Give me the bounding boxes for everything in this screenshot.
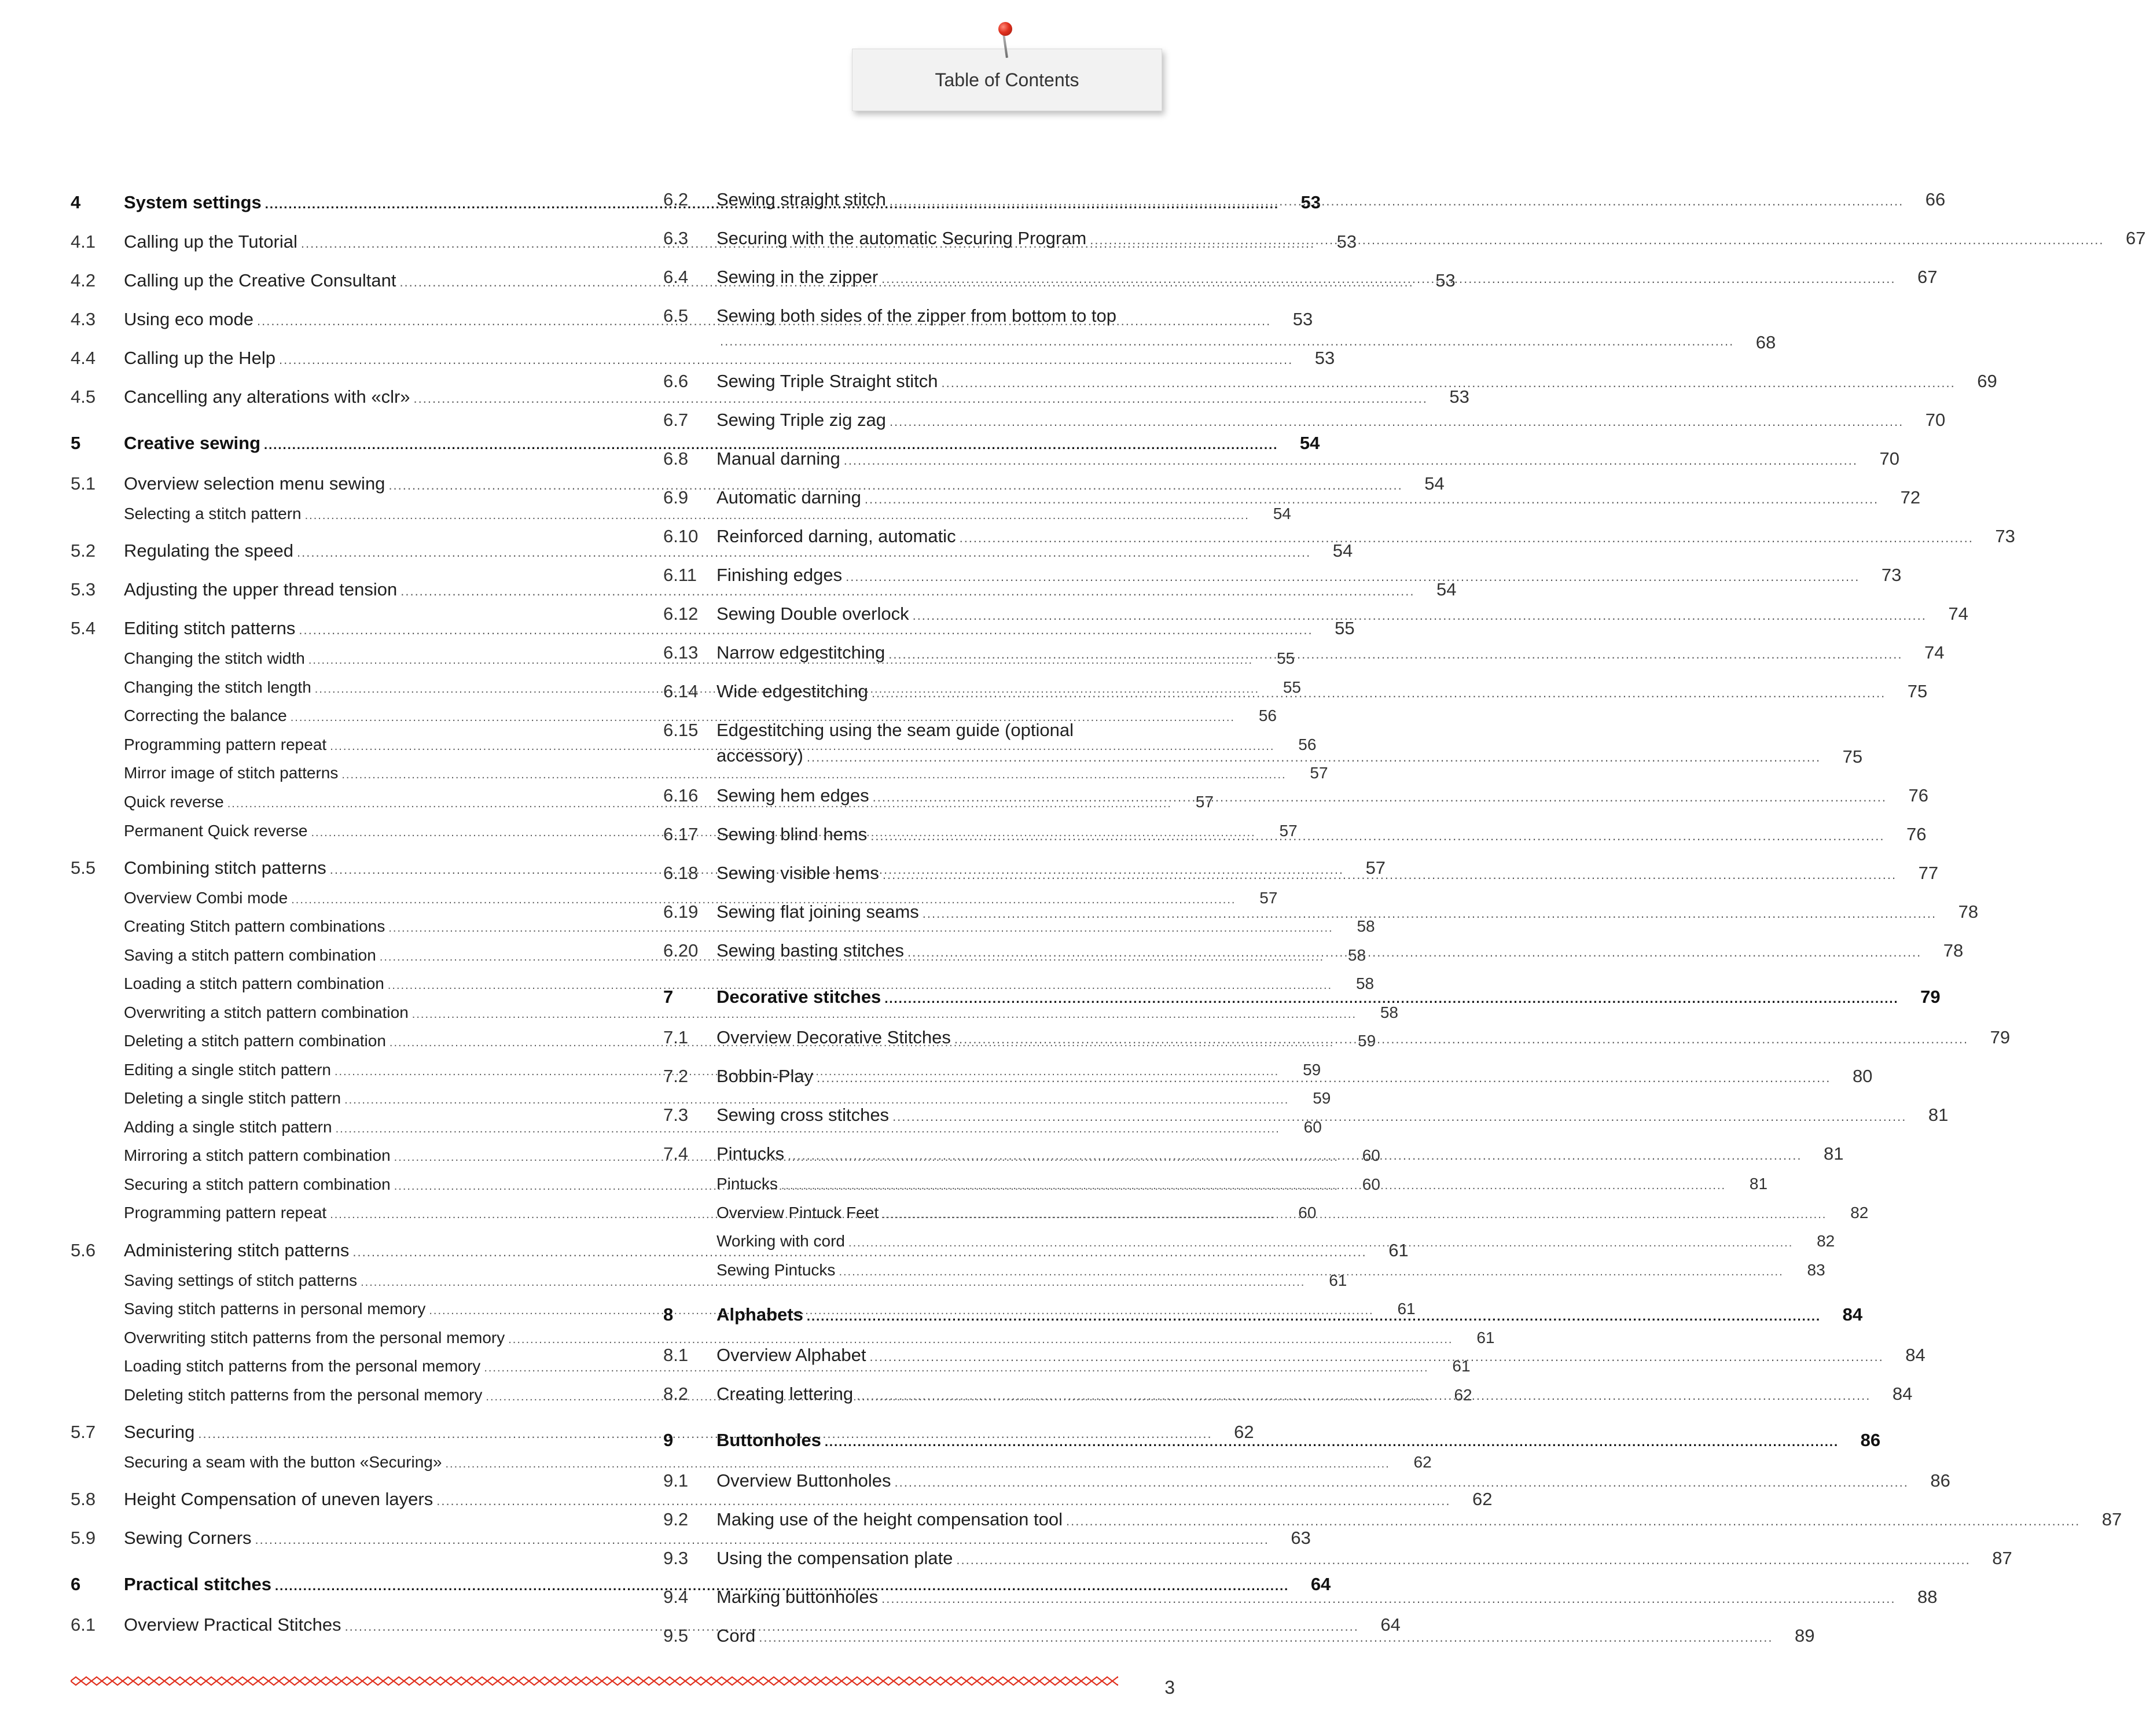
toc-page-number: 84 xyxy=(1905,1345,1925,1365)
toc-leader-dots xyxy=(857,1384,1871,1407)
toc-page-number: 61 xyxy=(1329,1271,1347,1289)
toc-title: Overview Combi mode xyxy=(124,889,288,907)
toc-leader-dots xyxy=(882,1204,1827,1225)
toc-title: Creating lettering xyxy=(716,1384,854,1404)
toc-number: 6.4 xyxy=(663,267,689,287)
toc-title: Saving stitch patterns in personal memory xyxy=(124,1300,426,1318)
toc-title: Working with cord xyxy=(716,1232,846,1250)
toc-page-number: 61 xyxy=(1476,1329,1495,1347)
toc-page-number: 72 xyxy=(1900,487,1921,507)
toc-page-number: 68 xyxy=(1755,332,1776,352)
toc-title: Securing a stitch pattern combination xyxy=(124,1175,391,1193)
toc-leader-dots xyxy=(839,1261,1783,1282)
toc-title: Using eco mode xyxy=(124,309,254,329)
toc-title: Sewing hem edges xyxy=(716,785,869,806)
toc-number: 5.4 xyxy=(71,618,96,638)
toc-title: Editing stitch patterns xyxy=(124,618,296,638)
toc-page-number: 60 xyxy=(1362,1146,1380,1164)
toc-page-number: 88 xyxy=(1917,1587,1938,1607)
toc-number: 4.2 xyxy=(71,270,96,290)
toc-title: Correcting the balance xyxy=(124,707,287,724)
toc-subentry-row[interactable] xyxy=(124,973,1375,994)
toc-page-number: 84 xyxy=(1892,1384,1913,1404)
toc-title-continued: accessory) xyxy=(716,745,803,766)
toc-title: Changing the stitch length xyxy=(124,678,311,696)
toc-page-number: 75 xyxy=(1842,746,1863,767)
toc-title: Sewing cross stitches xyxy=(716,1105,890,1125)
toc-title: Overview Alphabet xyxy=(716,1345,866,1365)
toc-number: 4 xyxy=(71,192,81,212)
toc-leader-dots xyxy=(881,267,1895,290)
toc-title: Creative sewing xyxy=(124,433,261,453)
toc-section-row[interactable] xyxy=(71,347,1335,370)
toc-number: 6.2 xyxy=(663,189,689,209)
toc-chapter-row[interactable] xyxy=(663,985,1941,1009)
toc-title: Cord xyxy=(716,1625,756,1646)
toc-page-number: 54 xyxy=(1332,540,1353,561)
toc-chapter-row[interactable] xyxy=(71,1573,1331,1596)
toc-section-row[interactable] xyxy=(71,1488,1493,1511)
toc-page-number: 61 xyxy=(1388,1240,1409,1260)
toc-title: Combining stitch patterns xyxy=(124,858,326,878)
toc-number: 5.9 xyxy=(71,1528,96,1548)
toc-number: 4.5 xyxy=(71,387,96,407)
toc-page-number: 82 xyxy=(1850,1204,1869,1222)
toc-page-number: 53 xyxy=(1300,192,1321,212)
toc-page-number: 81 xyxy=(1749,1175,1768,1193)
toc-number: 9 xyxy=(663,1430,674,1450)
toc-page-number: 59 xyxy=(1358,1032,1376,1050)
toc-section-row[interactable] xyxy=(663,370,1997,393)
toc-number: 6.5 xyxy=(663,306,689,326)
toc-leader-dots xyxy=(781,1175,1726,1196)
toc-section-row[interactable] xyxy=(71,578,1457,601)
toc-subentry-row[interactable] xyxy=(124,1327,1495,1348)
toc-number: 6.13 xyxy=(663,642,699,663)
toc-title: Sewing straight stitch xyxy=(716,189,886,209)
toc-title: Sewing in the zipper xyxy=(716,267,879,287)
toc-title: Narrow edgestitching xyxy=(716,642,885,663)
toc-title: Overview selection menu sewing xyxy=(124,473,385,494)
toc-number: 9.2 xyxy=(663,1509,689,1529)
toc-page-number: 62 xyxy=(1413,1453,1432,1471)
toc-number: 6.7 xyxy=(663,410,689,430)
toc-title: Sewing Corners xyxy=(124,1528,252,1548)
toc-page-number: 76 xyxy=(1908,785,1928,806)
toc-leader-dots xyxy=(844,449,1858,472)
toc-number: 6.14 xyxy=(663,681,699,701)
toc-subentry-row[interactable] xyxy=(124,888,1278,909)
toc-page-number: 84 xyxy=(1842,1304,1863,1325)
toc-leader-dots xyxy=(720,330,1734,353)
toc-leader-dots xyxy=(890,190,1904,213)
toc-title: Overview Practical Stitches xyxy=(124,1614,341,1635)
toc-number: 6.15 xyxy=(663,720,699,740)
toc-page-number: 54 xyxy=(1436,579,1457,599)
toc-page-number: 57 xyxy=(1259,889,1278,907)
toc-leader-dots xyxy=(923,902,1936,925)
toc-title: Sewing flat joining seams xyxy=(716,902,919,922)
toc-number: 6.9 xyxy=(663,487,689,507)
toc-page-number: 60 xyxy=(1298,1204,1317,1222)
toc-subentry-row[interactable] xyxy=(124,763,1328,784)
toc-title: Regulating the speed xyxy=(124,540,294,561)
toc-page-number: 76 xyxy=(1906,824,1927,844)
toc-title: Overwriting stitch patterns from the personal memory xyxy=(124,1329,505,1347)
toc-page-number: 73 xyxy=(1995,526,2015,546)
toc-title: Programming pattern repeat xyxy=(124,1204,327,1222)
toc-page-number: 87 xyxy=(2101,1509,2122,1529)
toc-number: 6.11 xyxy=(663,565,697,585)
toc-title: Making use of the height compensation tool xyxy=(716,1509,1063,1529)
toc-title: Practical stitches xyxy=(124,1574,272,1594)
toc-title: Sewing Triple Straight stitch xyxy=(716,371,938,391)
toc-title: Selecting a stitch pattern xyxy=(124,505,302,523)
toc-number: 7.1 xyxy=(663,1027,689,1047)
toc-leader-dots xyxy=(869,1345,1883,1369)
toc-page-number: 53 xyxy=(1314,348,1335,368)
toc-title: Calling up the Tutorial xyxy=(124,231,297,252)
toc-page-number: 63 xyxy=(1291,1528,1311,1548)
toc-leader-dots xyxy=(883,863,1897,887)
toc-title: Editing a single stitch pattern xyxy=(124,1061,331,1079)
toc-subentry-row[interactable] xyxy=(124,916,1375,937)
toc-title: Sewing Triple zig zag xyxy=(716,410,886,430)
toc-page-number: 58 xyxy=(1357,917,1375,935)
toc-section-row[interactable] xyxy=(663,602,1968,626)
toc-title: Sewing basting stitches xyxy=(716,940,904,961)
toc-title: Adjusting the upper thread tension xyxy=(124,579,398,599)
toc-number: 6.18 xyxy=(663,863,699,883)
toc-title: Saving a stitch pattern combination xyxy=(124,946,376,964)
toc-leader-dots xyxy=(942,372,1956,395)
toc-page-number: 61 xyxy=(1452,1357,1471,1375)
toc-page-number: 67 xyxy=(1917,267,1938,287)
toc-leader-dots xyxy=(825,1430,1839,1454)
toc-title: Changing the stitch width xyxy=(124,649,305,667)
toc-title: Cancelling any alterations with «clr» xyxy=(124,387,410,407)
toc-page-number: 81 xyxy=(1823,1143,1844,1164)
toc-page-number: 64 xyxy=(1380,1614,1401,1635)
toc-leader-dots xyxy=(807,746,1821,769)
toc-leader-dots xyxy=(954,1028,1968,1051)
toc-subentry-row[interactable] xyxy=(124,1088,1331,1109)
toc-page-number: 66 xyxy=(1925,189,1946,209)
toc-page-number: 70 xyxy=(1879,448,1899,469)
toc-title: Adding a single stitch pattern xyxy=(124,1118,332,1136)
toc-number: 8.2 xyxy=(663,1384,689,1404)
toc-number: 7.4 xyxy=(663,1143,689,1164)
toc-leader-dots xyxy=(872,682,1886,705)
toc-title: Pintucks xyxy=(716,1143,785,1164)
toc-page-number: 81 xyxy=(1928,1105,1949,1125)
toc-number: 6.20 xyxy=(663,940,699,961)
toc-number: 6 xyxy=(71,1574,81,1594)
toc-title: Overview Pintuck Feet xyxy=(716,1204,879,1222)
toc-page-number: 70 xyxy=(1925,410,1946,430)
toc-page-number: 60 xyxy=(1303,1118,1322,1136)
toc-page-number: 53 xyxy=(1449,387,1469,407)
toc-chapter-row[interactable] xyxy=(71,432,1320,455)
toc-page-number: 79 xyxy=(1920,987,1941,1007)
toc-leader-dots xyxy=(892,1105,1906,1128)
toc-title: Mirror image of stitch patterns xyxy=(124,764,339,782)
toc-page-number: 53 xyxy=(1336,231,1357,252)
toc-title: Sewing blind hems xyxy=(716,824,868,844)
toc-section-row[interactable] xyxy=(71,539,1353,562)
toc-leader-dots xyxy=(884,987,1898,1010)
toc-number: 6.12 xyxy=(663,604,699,624)
toc-leader-dots xyxy=(870,825,1884,848)
toc-title: System settings xyxy=(124,192,262,212)
toc-page-number: 87 xyxy=(1992,1548,2012,1568)
toc-page-number: 83 xyxy=(1807,1261,1825,1279)
toc-section-row[interactable] xyxy=(71,472,1445,495)
toc-leader-dots xyxy=(907,941,1921,964)
toc-page-number: 53 xyxy=(1435,270,1456,290)
decorative-stitch-border xyxy=(71,1676,1118,1686)
toc-title: Overview Decorative Stitches xyxy=(716,1027,951,1047)
toc-section-row[interactable] xyxy=(663,1586,1938,1609)
toc-section-row[interactable] xyxy=(663,564,1902,587)
toc-page-number: 54 xyxy=(1424,473,1445,494)
toc-page-number: 58 xyxy=(1355,974,1375,992)
toc-title: Manual darning xyxy=(716,448,840,469)
toc-section-row[interactable] xyxy=(663,447,1899,470)
toc-title: Height Compensation of uneven layers xyxy=(124,1489,433,1509)
toc-page-number: 53 xyxy=(1292,309,1313,329)
toc-number: 4.4 xyxy=(71,348,96,368)
toc-page-number: 57 xyxy=(1279,822,1298,840)
page-number: 3 xyxy=(1164,1677,1175,1698)
toc-page-number: 62 xyxy=(1234,1422,1254,1442)
toc-subentry-row[interactable] xyxy=(124,1356,1471,1377)
toc-number: 5.2 xyxy=(71,540,96,561)
toc-title: Sewing both sides of the zipper from bottom to top xyxy=(716,306,1116,326)
toc-number: 6.17 xyxy=(663,824,699,844)
toc-number: 6.8 xyxy=(663,448,689,469)
tab-label: Table of Contents xyxy=(935,69,1079,90)
toc-leader-dots xyxy=(895,1471,1909,1494)
toc-title: Using the compensation plate xyxy=(716,1548,953,1568)
toc-section-row[interactable] xyxy=(663,409,1946,432)
toc-title: Pintucks xyxy=(716,1175,778,1193)
toc-leader-dots xyxy=(960,527,1974,550)
toc-title: Sewing Double overlock xyxy=(716,604,909,624)
toc-title: Quick reverse xyxy=(124,793,224,811)
toc-section-row[interactable] xyxy=(663,525,2015,548)
toc-page-number: 60 xyxy=(1362,1175,1380,1193)
toc-title: Sewing Pintucks xyxy=(716,1261,836,1279)
toc-title: Mirroring a stitch pattern combination xyxy=(124,1146,391,1164)
toc-number: 6.1 xyxy=(71,1614,96,1635)
toc-number: 5.5 xyxy=(71,858,96,878)
toc-title: Automatic darning xyxy=(716,487,861,507)
toc-number: 5.8 xyxy=(71,1489,96,1509)
toc-title: Saving settings of stitch patterns xyxy=(124,1271,358,1289)
toc-title: Deleting a stitch pattern combination xyxy=(124,1032,386,1050)
toc-number: 4.1 xyxy=(71,231,96,252)
toc-page-number: 62 xyxy=(1472,1489,1493,1509)
toc-section-row[interactable] xyxy=(663,1508,2122,1531)
toc-leader-dots xyxy=(873,786,1887,809)
toc-leader-dots xyxy=(1066,1510,2080,1533)
toc-page-number: 86 xyxy=(1930,1470,1950,1491)
toc-number: 9.4 xyxy=(663,1587,689,1607)
toc-number: 7.3 xyxy=(663,1105,689,1125)
toc-page-number: 54 xyxy=(1273,505,1291,523)
toc-title: Securing with the automatic Securing Program xyxy=(716,228,1087,248)
toc-number: 8 xyxy=(663,1304,674,1325)
toc-page-number: 80 xyxy=(1852,1066,1873,1086)
toc-page-number: 77 xyxy=(1918,863,1939,883)
toc-page-number: 61 xyxy=(1397,1300,1416,1318)
toc-section-row[interactable] xyxy=(71,1527,1311,1550)
toc-page-number: 54 xyxy=(1299,433,1320,453)
toc-leader-dots xyxy=(807,1305,1821,1328)
toc-page-number: 62 xyxy=(1454,1386,1472,1404)
toc-subentry-row[interactable] xyxy=(124,1117,1322,1138)
toc-page-number: 59 xyxy=(1313,1089,1331,1107)
toc-title: Deleting stitch patterns from the personal memory xyxy=(124,1386,483,1404)
toc-leader-dots xyxy=(890,410,1904,433)
toc-subentry-row[interactable] xyxy=(124,1452,1432,1473)
toc-number: 9.1 xyxy=(663,1470,689,1491)
toc-page-number: 78 xyxy=(1943,940,1964,961)
toc-number: 6.3 xyxy=(663,228,689,248)
toc-leader-dots xyxy=(759,1626,1773,1649)
toc-page-number: 75 xyxy=(1907,681,1928,701)
toc-page-number: 57 xyxy=(1365,858,1386,878)
toc-page-number: 55 xyxy=(1276,649,1295,667)
toc-title: Programming pattern repeat xyxy=(124,735,327,753)
toc-title: Sewing visible hems xyxy=(716,863,879,883)
toc-number: 4.3 xyxy=(71,309,96,329)
toc-page-number: 86 xyxy=(1860,1430,1881,1450)
toc-title: Permanent Quick reverse xyxy=(124,822,308,840)
toc-title: Overview Buttonholes xyxy=(716,1470,891,1491)
toc-section-row[interactable] xyxy=(663,900,1979,924)
toc-page-number: 58 xyxy=(1380,1003,1399,1021)
toc-title: Securing a seam with the button «Securing» xyxy=(124,1453,442,1471)
toc-leader-dots xyxy=(888,643,1902,666)
toc-section-row[interactable] xyxy=(663,1547,2012,1570)
toc-title: Creating Stitch pattern combinations xyxy=(124,917,385,935)
toc-leader-dots xyxy=(788,1144,1802,1167)
toc-number: 9.3 xyxy=(663,1548,689,1568)
toc-number: 6.16 xyxy=(663,785,699,806)
toc-leader-dots xyxy=(848,1233,1793,1253)
toc-number: 8.1 xyxy=(663,1345,689,1365)
table-of-contents-tab xyxy=(852,49,1162,111)
toc-section-row[interactable] xyxy=(663,486,1921,509)
toc-title: Reinforced darning, automatic xyxy=(716,526,956,546)
toc-number: 7.2 xyxy=(663,1066,689,1086)
toc-number: 6.6 xyxy=(663,371,689,391)
toc-title: Administering stitch patterns xyxy=(124,1240,350,1260)
toc-page-number: 67 xyxy=(2126,228,2146,248)
toc-page-number: 74 xyxy=(1924,642,1945,663)
toc-leader-dots xyxy=(846,565,1860,589)
toc-title: Loading a stitch pattern combination xyxy=(124,974,384,992)
toc-title: Finishing edges xyxy=(716,565,843,585)
pushpin-icon xyxy=(998,22,1012,36)
toc-number: 9.5 xyxy=(663,1625,689,1646)
toc-number: 5.7 xyxy=(71,1422,96,1442)
toc-leader-dots xyxy=(865,488,1879,511)
toc-page-number: 73 xyxy=(1881,565,1902,585)
toc-page-number: 57 xyxy=(1195,793,1214,811)
toc-title: Calling up the Help xyxy=(124,348,275,368)
toc-page-number: 58 xyxy=(1347,946,1366,964)
toc-number: 6.19 xyxy=(663,902,699,922)
toc-title: Loading stitch patterns from the personal memory xyxy=(124,1357,481,1375)
toc-leader-dots xyxy=(817,1066,1831,1090)
toc-title: Securing xyxy=(124,1422,195,1442)
toc-section-row[interactable] xyxy=(71,385,1469,409)
toc-subentry-row[interactable] xyxy=(124,1002,1399,1023)
toc-subentry-row[interactable] xyxy=(124,734,1317,755)
toc-title: Alphabets xyxy=(716,1304,803,1325)
toc-title: Wide edgestitching xyxy=(716,681,868,701)
toc-subentry-row[interactable] xyxy=(124,705,1277,726)
toc-number: 5 xyxy=(71,433,81,453)
toc-leader-dots xyxy=(881,1587,1895,1610)
toc-page-number: 55 xyxy=(1283,678,1302,696)
toc-title: Edgestitching using the seam guide (optional xyxy=(716,720,1074,740)
toc-title: Decorative stitches xyxy=(716,987,881,1007)
toc-title: Calling up the Creative Consultant xyxy=(124,270,396,290)
toc-page-number: 57 xyxy=(1310,764,1328,782)
toc-leader-dots xyxy=(956,1549,1970,1572)
toc-page-number: 89 xyxy=(1794,1625,1815,1646)
toc-title: Bobbin-Play xyxy=(716,1066,814,1086)
toc-page-number: 56 xyxy=(1258,707,1277,724)
toc-page-number: 74 xyxy=(1948,604,1968,624)
toc-section-row[interactable] xyxy=(71,617,1355,640)
toc-leader-dots xyxy=(1090,229,2104,252)
toc-title: Marking buttonholes xyxy=(716,1587,879,1607)
toc-page-number: 69 xyxy=(1977,371,1997,391)
toc-title: Deleting a single stitch pattern xyxy=(124,1089,341,1107)
toc-number: 6.10 xyxy=(663,526,699,546)
toc-number: 5.3 xyxy=(71,579,96,599)
toc-page-number: 82 xyxy=(1817,1232,1835,1250)
toc-number: 5.6 xyxy=(71,1240,96,1260)
toc-leader-dots xyxy=(913,604,1927,627)
toc-page-number: 55 xyxy=(1335,618,1355,638)
toc-section-row[interactable] xyxy=(663,1469,1950,1492)
toc-subentry-row[interactable] xyxy=(124,503,1291,524)
toc-number: 5.1 xyxy=(71,473,96,494)
toc-number: 7 xyxy=(663,987,674,1007)
toc-page-number: 64 xyxy=(1310,1574,1331,1594)
toc-title: Buttonholes xyxy=(716,1430,821,1450)
toc-page-number: 79 xyxy=(1990,1027,2011,1047)
toc-title: Overwriting a stitch pattern combination xyxy=(124,1003,409,1021)
toc-page-number: 78 xyxy=(1958,902,1979,922)
toc-page-number: 56 xyxy=(1298,735,1317,753)
toc-page-number: 59 xyxy=(1303,1061,1321,1079)
